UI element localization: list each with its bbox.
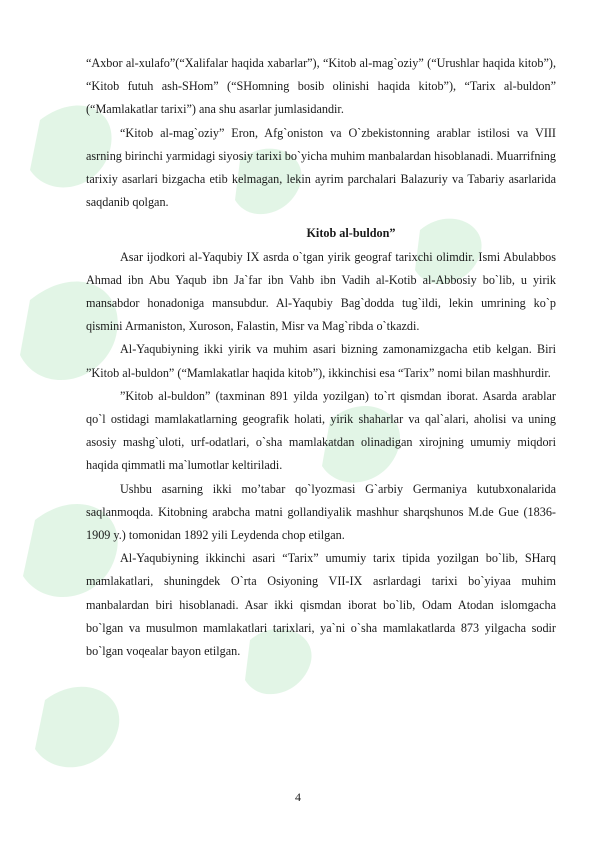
page-number: 4 (295, 790, 301, 804)
paragraph-1: “Axbor al-xulafo”(“Xalifalar haqida xabarlar”), “Kitob al-mag`oziy” (“Urushlar haqida kitob”), “Kitob futuh ash-SHom” (“SHomning bosib olinishi haqida kitob”), “Tarix al-buldon” (“Mamlakatlar tarixi”) ana shu asarlar jumlasidandir. (86, 56, 556, 117)
paragraph-7: Al-Yaqubiyning ikkinchi asari “Tarix” umumiy tarix tipida yozilgan bo`lib, SHarq mamlakatlari, shuningdek O`rta Osiyoning VII-IX asrlardagi tarixi bo`yiyaa muhim manbalardan biri hisoblanadi. Asar ikki qismdan iborat bo`lib, Odam Atodan islomgacha bo`lgan va musulmon mamlakatlari tarixlari, ya`ni o`sha mamlakatlarda 873 yilgacha sodir bo`lgan voqealar bayon etilgan. (86, 551, 556, 659)
section-heading: Kitob al-buldon” (306, 226, 396, 241)
document-body (86, 52, 556, 663)
paragraph-2: “Kitob al-mag`oziy” Eron, Afg`oniston va O`zbekistonning arablar istilosi va VIII asrning birinchi yarmidagi siyosiy tarixi bo`yicha muhim manbalardan hisoblanadi. Muarrifning tarixiy asarlari bizgacha etib kelmagan, lekin ayrim parchalari Balazuriy va Tabariy asarlarida saqdanib qolgan. (86, 125, 556, 210)
paragraph-5: ”Kitob al-buldon” (taxminan 891 yilda yozilgan) to`rt qismdan iborat. Asarda arablar qo`l ostidagi mamlakatlarning geografik holati, yirik shaharlar va qal`alari, aholisi va uning asosiy mashg`uloti, urf-odatlari, o`sha mamlakatdan olinadigan xirojning umumiy miqdori haqida qimmatli ma`lumotlar keltiriladi. (86, 388, 556, 473)
paragraph-6: Ushbu asarning ikki mo’tabar qo`lyozmasi G`arbiy Germaniya kutubxonalarida saqlanmoqda. Kitobning arabcha matni gollandiyalik mashhur sharqshunos M.de Gue (1836-1909 y.) tomonidan 1892 yili Leydenda chop etilgan. (86, 481, 556, 543)
paragraph-4: Al-Yaqubiyning ikki yirik va muhim asari bizning zamonamizgacha etib kelgan. Biri ”Kitob al-buldon” (“Mamlakatlar haqida kitob”), ikkinchisi esa “Tarix” nomi bilan mashhurdir. (86, 342, 556, 380)
paragraph-3: Asar ijodkori al-Yaqubiy IX asrda o`tgan yirik geograf tarixchi olimdir. Ismi Abulabbos Ahmad ibn Abu Yaqub ibn Ja`far ibn Vahb ibn Vadih al-Kotib al-Abbosiy bo`lib, u yirik mansabdor honadoniga mansubdur. Al-Yaqubiy Bag`dodda tug`ildi, lekin umrining ko`p qismini Armaniston, Xuroson, Falastin, Misr va Mag`ribda o`tkazdi. (86, 249, 556, 334)
